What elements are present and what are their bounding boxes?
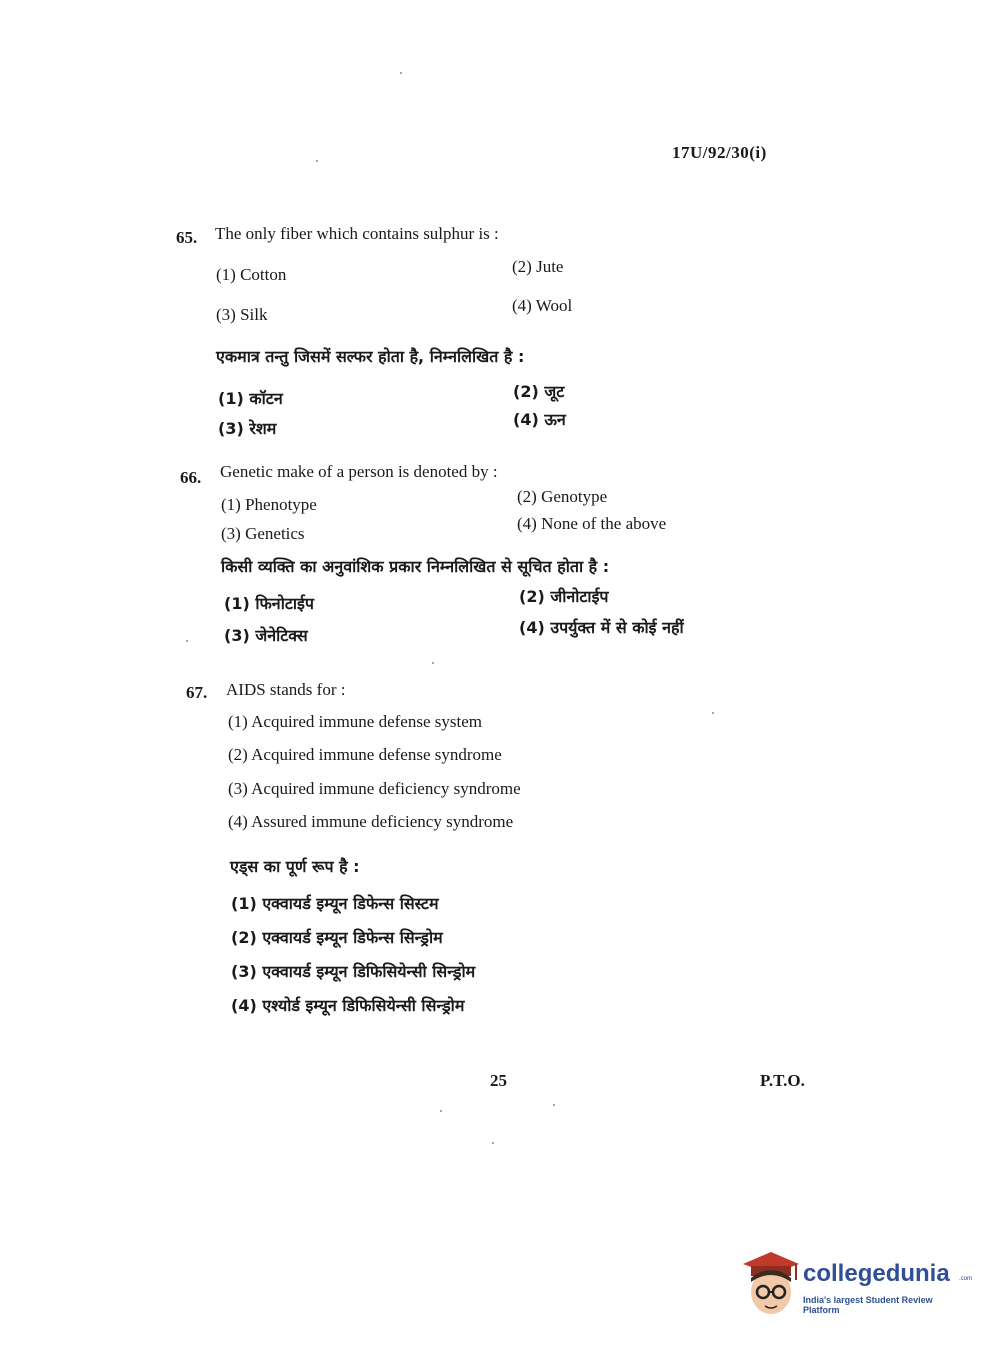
document-code: 17U/92/30(i) bbox=[672, 143, 767, 162]
option-2-hindi: (2) जूट bbox=[513, 382, 565, 401]
question-number: 67. bbox=[186, 683, 208, 702]
option-3-hindi: (3) जेनेटिक्स bbox=[224, 626, 308, 645]
option-2: (2) Jute bbox=[512, 257, 564, 276]
option-1: (1) Cotton bbox=[216, 265, 287, 284]
page-number: 25 bbox=[490, 1071, 507, 1090]
option-2: (2) Genotype bbox=[517, 487, 608, 506]
question-number: 66. bbox=[180, 468, 202, 487]
question-text: The only fiber which contains sulphur is : bbox=[215, 224, 499, 243]
question-text: AIDS stands for : bbox=[226, 680, 346, 699]
brand-suffix: .com bbox=[959, 1276, 973, 1282]
question-text-hindi: एकमात्र तन्तु जिसमें सल्फर होता है, निम्नलिखित है : bbox=[216, 347, 525, 366]
option-1-hindi: (1) एक्वायर्ड इम्यून डिफेन्स सिस्टम bbox=[231, 894, 439, 913]
option-2: (2) Acquired immune defense syndrome bbox=[228, 745, 502, 764]
option-1: (1) Acquired immune defense system bbox=[228, 712, 482, 731]
option-4: (4) Wool bbox=[512, 296, 573, 315]
collegedunia-logo[interactable] bbox=[741, 1250, 971, 1320]
option-4-hindi: (4) एश्योर्ड इम्यून डिफिसियेन्सी सिन्ड्रोम bbox=[231, 996, 465, 1015]
option-2-hindi: (2) एक्वायर्ड इम्यून डिफेन्स सिन्ड्रोम bbox=[231, 928, 443, 947]
option-3: (3) Acquired immune deficiency syndrome bbox=[228, 779, 521, 798]
option-4-hindi: (4) ऊन bbox=[513, 410, 566, 429]
student-mascot-icon bbox=[741, 1250, 801, 1320]
option-3-hindi: (3) रेशम bbox=[218, 419, 277, 438]
option-4-hindi: (4) उपर्युक्त में से कोई नहीं bbox=[519, 618, 684, 637]
question-text-hindi: किसी व्यक्ति का अनुवांशिक प्रकार निम्नलिखित से सूचित होता है : bbox=[221, 557, 610, 576]
question-text: Genetic make of a person is denoted by : bbox=[220, 462, 498, 481]
option-1-hindi: (1) फिनोटाईप bbox=[224, 594, 314, 613]
brand-tagline: India's largest Student Review Platform bbox=[803, 1295, 933, 1315]
option-4: (4) None of the above bbox=[517, 514, 667, 533]
option-3: (3) Silk bbox=[216, 305, 268, 324]
option-4: (4) Assured immune deficiency syndrome bbox=[228, 812, 514, 831]
option-1-hindi: (1) कॉटन bbox=[218, 389, 283, 408]
option-3-hindi: (3) एक्वायर्ड इम्यून डिफिसियेन्सी सिन्ड्रोम bbox=[231, 962, 476, 981]
option-1: (1) Phenotype bbox=[221, 495, 317, 514]
option-2-hindi: (2) जीनोटाईप bbox=[519, 587, 609, 606]
brand-name: collegedunia bbox=[803, 1260, 950, 1287]
question-text-hindi: एड्स का पूर्ण रूप है : bbox=[230, 857, 360, 876]
pto-label: P.T.O. bbox=[760, 1071, 805, 1090]
option-3: (3) Genetics bbox=[221, 524, 305, 543]
question-number: 65. bbox=[176, 228, 198, 247]
